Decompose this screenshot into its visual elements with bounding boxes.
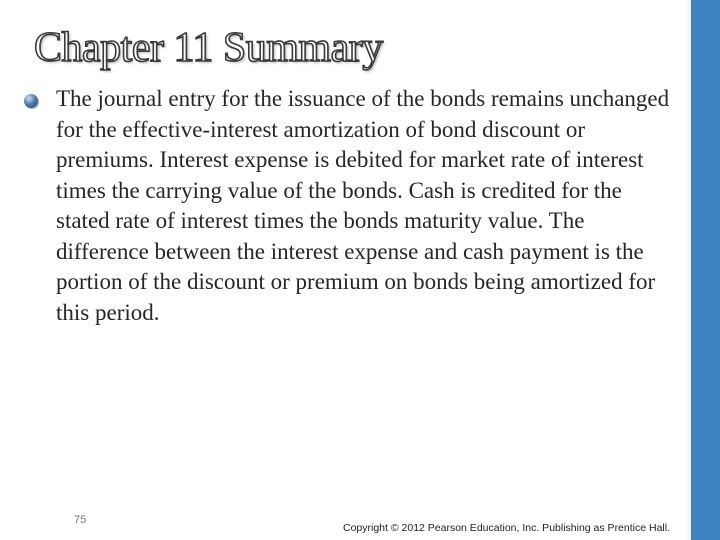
copyright-footer: Copyright © 2012 Pearson Education, Inc. Publishing as Prentice Hall. bbox=[343, 522, 671, 534]
slide-title: Chapter 11 Summary bbox=[34, 25, 383, 71]
accent-side-bar bbox=[691, 0, 720, 540]
page-number: 75 bbox=[74, 514, 87, 526]
bullet-text: The journal entry for the issuance of the bonds remains unchanged for the effective-interest amortization of bond discount or premiums. Interest expense is debited for market rate of interest times the carrying value of the bonds. Cash is credited for the stated rate of interest times the bonds maturity value. The difference between the interest expense and cash payment is the portion of the discount or premium on bonds being amortized for this period. bbox=[56, 86, 670, 325]
bullet-icon bbox=[24, 94, 38, 108]
